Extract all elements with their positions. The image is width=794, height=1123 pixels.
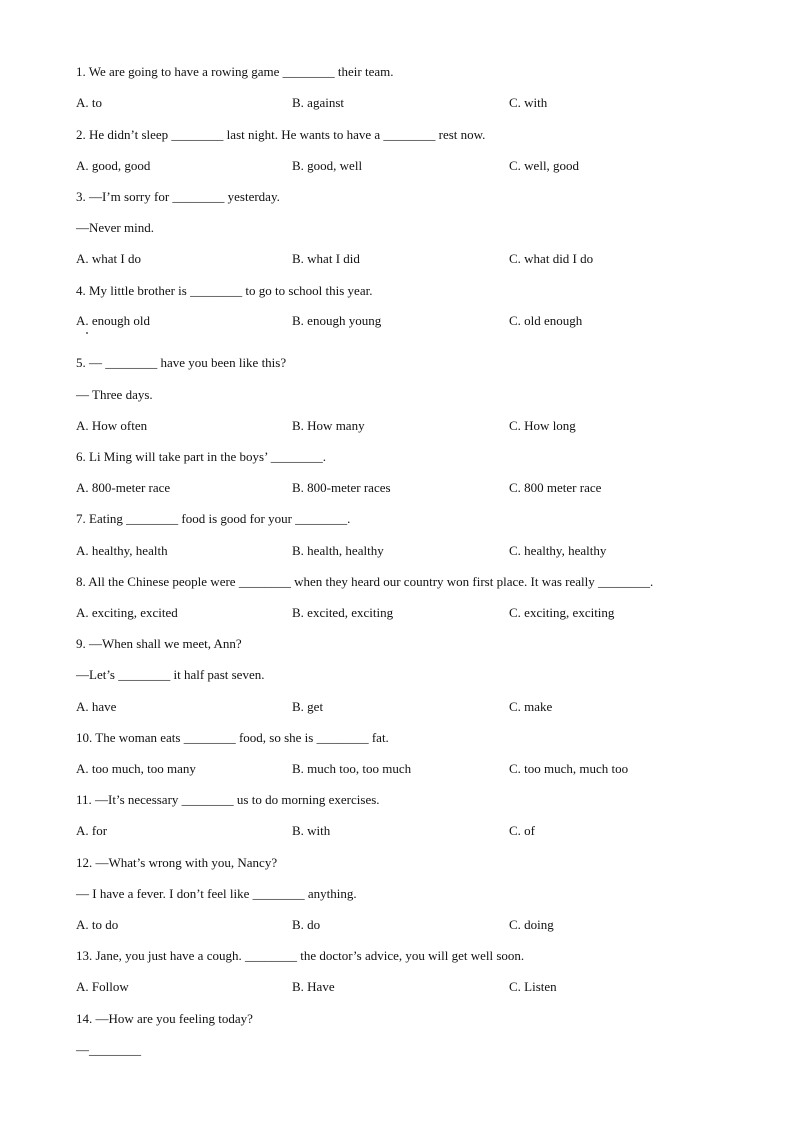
question-11-stem: 11. —It’s necessary ________ us to do morning exercises. — [76, 792, 380, 807]
question-2-option-a: A. good, good — [76, 158, 151, 173]
question-3-option-a: A. what I do — [76, 251, 141, 266]
question-4-option-a: A. enough old — [76, 313, 151, 328]
question-9-option-b: B. get — [292, 699, 324, 714]
question-11-option-b: B. with — [292, 823, 331, 838]
question-9-option-a: A. have — [76, 699, 117, 714]
question-10-option-a: A. too much, too many — [76, 761, 196, 776]
question-5-option-b: B. How many — [292, 418, 365, 433]
question-7-option-c: C. healthy, healthy — [509, 543, 607, 558]
question-14-reply: —________ — [76, 1042, 141, 1057]
question-12-option-b: B. do — [292, 917, 321, 932]
question-7-stem: 7. Eating ________ food is good for your ________. — [76, 511, 351, 526]
question-10-stem: 10. The woman eats ________ food, so she is ________ fat. — [76, 730, 389, 745]
question-2-option-b: B. good, well — [292, 158, 363, 173]
question-9-stem: 9. —When shall we meet, Ann? — [76, 636, 242, 651]
question-4-option-b: B. enough young — [292, 313, 382, 328]
question-9-option-c: C. make — [509, 699, 553, 714]
question-13-stem: 13. Jane, you just have a cough. ________ the doctor’s advice, you will get well soon. — [76, 948, 525, 963]
question-2-stem: 2. He didn’t sleep ________ last night. He wants to have a ________ rest now. — [76, 127, 486, 142]
question-1-option-a: A. to — [76, 95, 102, 110]
question-4-option-c: C. old enough — [509, 313, 583, 328]
question-6-stem: 6. Li Ming will take part in the boys’ ________. — [76, 449, 326, 464]
question-3-reply: —Never mind. — [76, 220, 154, 235]
question-1-option-b: B. against — [292, 95, 344, 110]
question-8-option-b: B. excited, exciting — [292, 605, 394, 620]
question-8-option-c: C. exciting, exciting — [509, 605, 615, 620]
question-14-stem: 14. —How are you feeling today? — [76, 1011, 253, 1026]
question-5-option-c: C. How long — [509, 418, 576, 433]
question-8-stem: 8. All the Chinese people were ________ when they heard our country won first place. It was really ________. — [76, 574, 654, 589]
question-7-option-b: B. health, healthy — [292, 543, 384, 558]
question-4-stem: 4. My little brother is ________ to go to school this year. — [76, 283, 373, 298]
question-3-stem: 3. —I’m sorry for ________ yesterday. — [76, 189, 280, 204]
question-5-stem: 5. — ________ have you been like this? — [76, 355, 287, 370]
question-5-option-a: A. How often — [76, 418, 148, 433]
question-7-option-a: A. healthy, health — [76, 543, 168, 558]
question-12-reply: — I have a fever. I don’t feel like ________ anything. — [76, 886, 357, 901]
question-3-option-c: C. what did I do — [509, 251, 594, 266]
question-12-stem: 12. —What’s wrong with you, Nancy? — [76, 855, 278, 870]
question-6-option-a: A. 800-meter race — [76, 480, 171, 495]
question-5-reply: — Three days. — [76, 387, 153, 402]
question-3-option-b: B. what I did — [292, 251, 360, 266]
question-10-option-c: C. too much, much too — [509, 761, 629, 776]
question-8-option-a: A. exciting, excited — [76, 605, 178, 620]
question-13-option-c: C. Listen — [509, 979, 557, 994]
question-1-stem: 1. We are going to have a rowing game ________ their team. — [76, 64, 394, 79]
question-1-option-c: C. with — [509, 95, 548, 110]
question-6-option-c: C. 800 meter race — [509, 480, 602, 495]
question-10-option-b: B. much too, too much — [292, 761, 412, 776]
question-13-option-a: A. Follow — [76, 979, 129, 994]
stray-mark — [86, 332, 88, 334]
question-12-option-a: A. to do — [76, 917, 119, 932]
question-2-option-c: C. well, good — [509, 158, 580, 173]
question-6-option-b: B. 800-meter races — [292, 480, 391, 495]
question-11-option-a: A. for — [76, 823, 108, 838]
question-13-option-b: B. Have — [292, 979, 335, 994]
question-12-option-c: C. doing — [509, 917, 554, 932]
question-9-reply: —Let’s ________ it half past seven. — [76, 667, 265, 682]
question-11-option-c: C. of — [509, 823, 535, 838]
